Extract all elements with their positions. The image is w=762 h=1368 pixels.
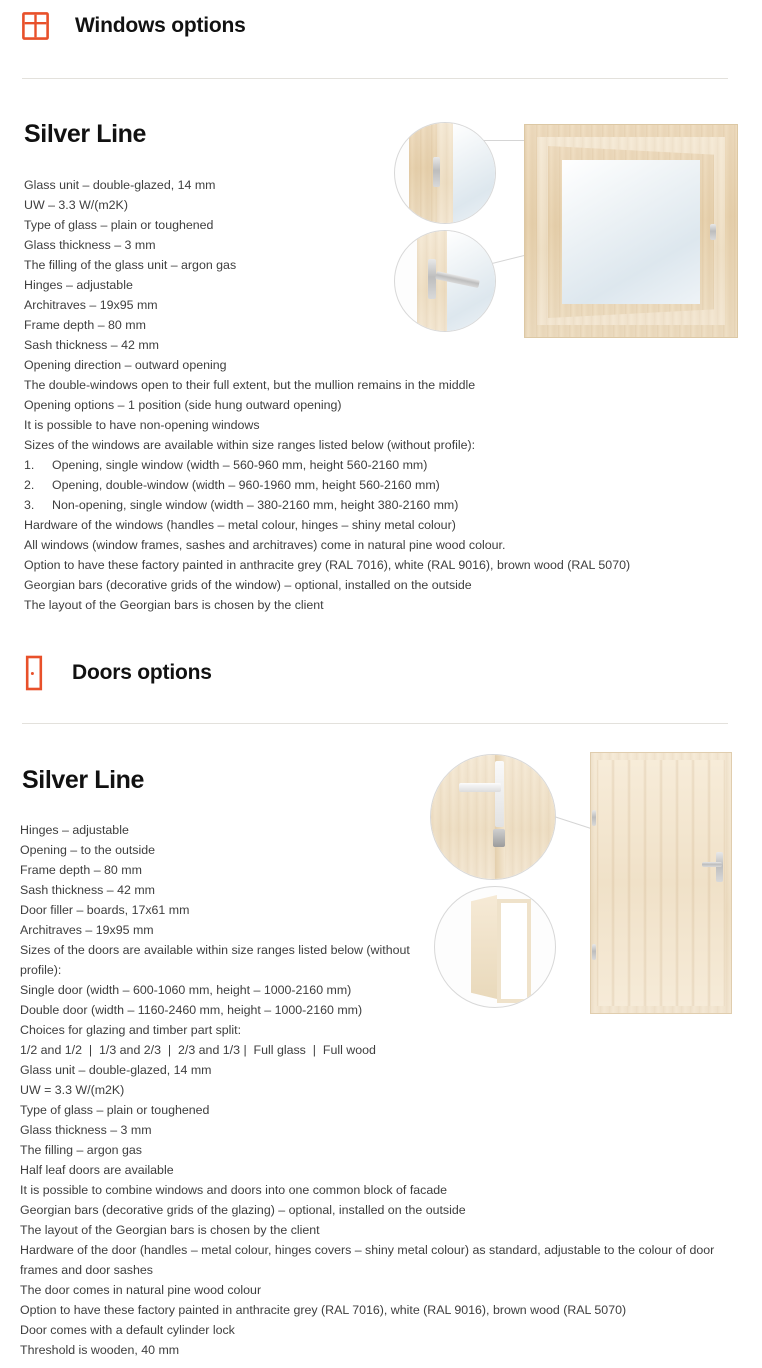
spec-line: Glass unit – double-glazed, 14 mm [20, 1063, 212, 1077]
spec-line: The layout of the Georgian bars is chosen by the client [20, 1223, 320, 1237]
spec-line: Sizes of the doors are available within size ranges listed below (without profile): [20, 943, 414, 977]
numbered-item-number: 2. [24, 478, 35, 492]
spec-line: Single door (width – 600-1060 mm, height – 1000-2160 mm) [20, 983, 352, 997]
spec-line: Type of glass – plain or toughened [20, 1103, 210, 1117]
spec-line: Double door (width – 1160-2460 mm, height – 1000-2160 mm) [20, 1003, 363, 1017]
doors-title: Doors options [72, 661, 212, 684]
window-hinge-detail [394, 122, 496, 224]
spec-line: Hardware of the windows (handles – metal colour, hinges – shiny metal colour) [24, 518, 456, 532]
spec-line: Hardware of the door (handles – metal colour, hinges covers – shiny metal colour) as standard, adjustable to the colour of door frames and door sashes [20, 1243, 718, 1277]
spec-line: UW – 3.3 W/(m2K) [24, 198, 128, 212]
spec-line: Frame depth – 80 mm [20, 863, 142, 877]
spec-line: Sizes of the windows are available within size ranges listed below (without profile): [24, 438, 476, 452]
spec-line: Frame depth – 80 mm [24, 318, 146, 332]
numbered-item [24, 455, 724, 475]
door-open-detail [434, 886, 556, 1008]
spec-line: Half leaf doors are available [20, 1163, 174, 1177]
spec-line: Choices for glazing and timber part split: [20, 1023, 242, 1037]
spec-line: Option to have these factory painted in anthracite grey (RAL 7016), white (RAL 9016), brown wood (RAL 5070) [20, 1303, 627, 1317]
doors-brand-heading: Silver Line [22, 766, 145, 794]
numbered-item [24, 475, 724, 495]
numbered-item-text: Opening, single window (width – 560-960 mm, height 560-2160 mm) [52, 458, 428, 472]
spec-line: The double-windows open to their full extent, but the mullion remains in the middle [24, 378, 476, 392]
windows-section-header [0, 12, 762, 40]
door-icon [22, 655, 46, 691]
door-product-photo [424, 752, 734, 1020]
spec-line: Hinges – adjustable [20, 823, 129, 837]
spec-line: Opening – to the outside [20, 843, 156, 857]
spec-line: Door filler – boards, 17x61 mm [20, 903, 190, 917]
spec-line: Architraves – 19x95 mm [20, 923, 154, 937]
spec-line: It is possible to combine windows and doors into one common block of facade [20, 1183, 448, 1197]
spec-line: Glass thickness – 3 mm [24, 238, 156, 252]
window-grid-icon [22, 12, 49, 40]
spec-line: Threshold is wooden, 40 mm [20, 1343, 180, 1357]
spec-line: The filling – argon gas [20, 1143, 142, 1157]
spec-line: Option to have these factory painted in anthracite grey (RAL 7016), white (RAL 9016), brown wood (RAL 5070) [24, 558, 631, 572]
door-hinge [592, 944, 596, 960]
spec-line: It is possible to have non-opening windows [24, 418, 260, 432]
numbered-item-number: 1. [24, 458, 35, 472]
numbered-item-text: Opening, double-window (width – 960-1960 mm, height 560-2160 mm) [52, 478, 440, 492]
numbered-item [24, 495, 724, 515]
spec-line: The layout of the Georgian bars is chosen by the client [24, 598, 324, 612]
spec-line: Opening options – 1 position (side hung outward opening) [24, 398, 342, 412]
spec-line: Architraves – 19x95 mm [24, 298, 158, 312]
spec-line: Georgian bars (decorative grids of the window) – optional, installed on the outside [24, 578, 472, 592]
spec-line: Sash thickness – 42 mm [24, 338, 159, 352]
spec-line: All windows (window frames, sashes and architraves) come in natural pine wood colour. [24, 538, 506, 552]
door-handle-lock-detail [430, 754, 556, 880]
spec-line: Hinges – adjustable [24, 278, 133, 292]
door-handle [716, 852, 723, 882]
doors-section-header [0, 655, 762, 691]
door-handle-lever [702, 862, 722, 867]
spec-line: The filling of the glass unit – argon gas [24, 258, 237, 272]
spec-line: Glass thickness – 3 mm [20, 1123, 152, 1137]
doors-divider [0, 723, 762, 724]
spec-line: Type of glass – plain or toughened [24, 218, 214, 232]
spec-line: The door comes in natural pine wood colour [20, 1283, 262, 1297]
spec-line: Georgian bars (decorative grids of the glazing) – optional, installed on the outside [20, 1203, 466, 1217]
numbered-item-text: Non-opening, single window (width – 380-2160 mm, height 380-2160 mm) [52, 498, 459, 512]
window-product-photo [388, 118, 738, 348]
spec-line: Door comes with a default cylinder lock [20, 1323, 235, 1337]
spec-line: Glass unit – double-glazed, 14 mm [24, 178, 216, 192]
window-handle [710, 224, 716, 240]
door-hinge [592, 810, 596, 826]
window-handle-detail [394, 230, 496, 332]
numbered-item-number: 3. [24, 498, 35, 512]
spec-line: Sash thickness – 42 mm [20, 883, 155, 897]
spec-line: Opening direction – outward opening [24, 358, 227, 372]
spec-line: 1/2 and 1/2 | 1/3 and 2/3 | 2/3 and 1/3 | Full glass | Full wood [20, 1043, 376, 1057]
windows-brand-heading: Silver Line [24, 120, 147, 148]
page-title: Windows options [75, 14, 246, 37]
spec-line: UW = 3.3 W/(m2K) [20, 1083, 125, 1097]
windows-divider [0, 78, 762, 79]
